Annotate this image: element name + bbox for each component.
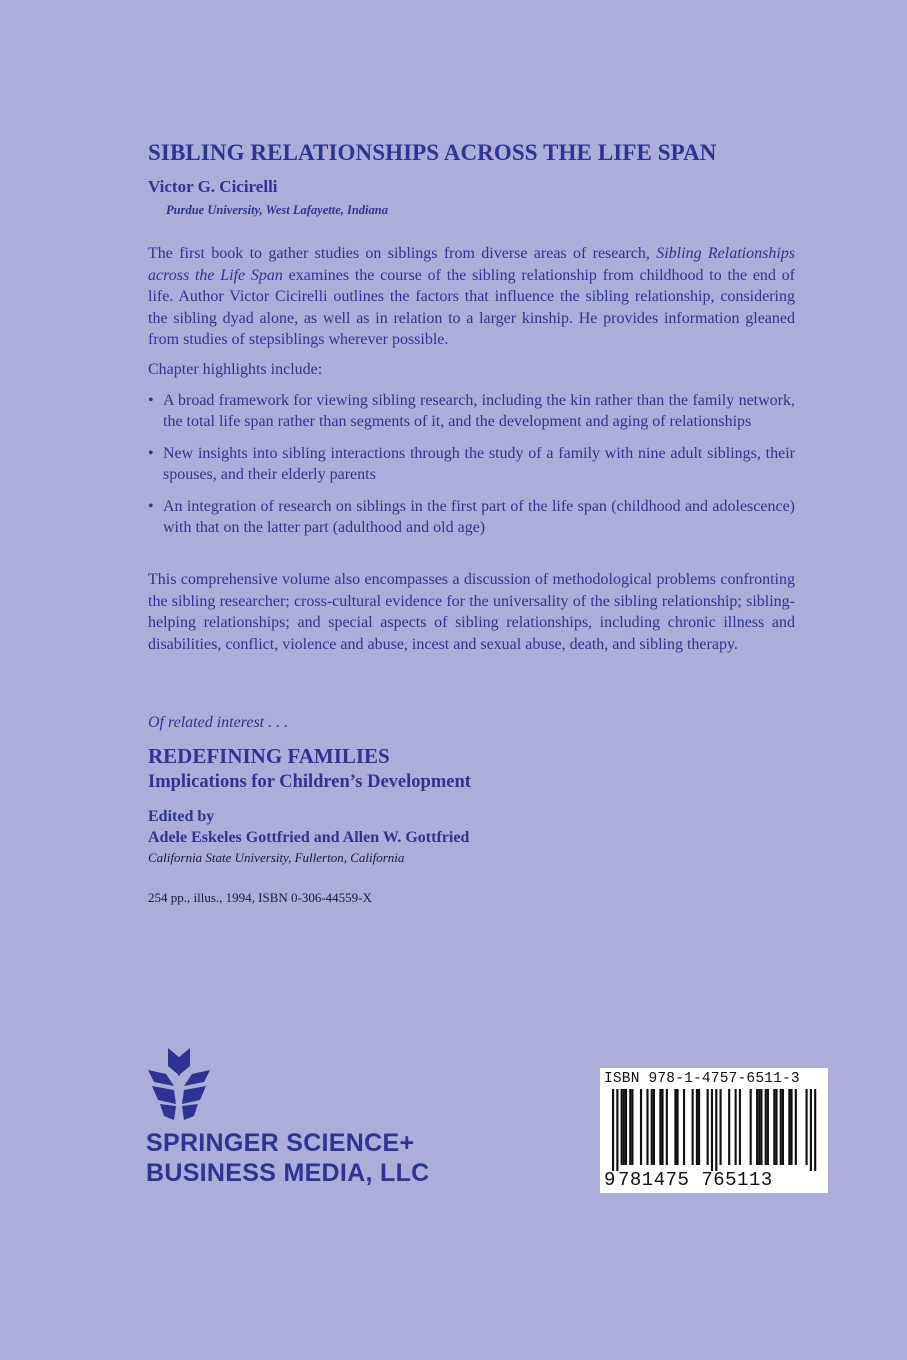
barcode-bar: [707, 1089, 709, 1165]
barcode-bar: [711, 1089, 713, 1171]
barcode-bar: [715, 1089, 717, 1171]
barcode-bar: [659, 1089, 661, 1165]
barcode-bars: [612, 1089, 818, 1171]
barcode-bar: [765, 1089, 767, 1165]
author-name: Victor G. Cicirelli: [148, 177, 278, 196]
barcode-bar: [814, 1089, 816, 1171]
publisher-line-2: BUSINESS MEDIA, LLC: [146, 1159, 430, 1187]
highlight-text: A broad framework for viewing sibling research, including the kin rather than the family network, the total life span rather than segments of it, and the development and aging of relationships: [163, 392, 795, 430]
barcode-bar: [692, 1089, 694, 1165]
barcode-bar: [616, 1089, 618, 1171]
highlight-text: An integration of research on siblings in the first part of the life span (childhood and adolescence) with that on the latter part (adulthood and old age): [163, 498, 795, 536]
barcode-bar: [788, 1089, 790, 1165]
barcode-bar: [735, 1089, 737, 1165]
author-affiliation: Purdue University, West Lafayette, Indiana: [166, 203, 388, 217]
editors-affiliation: California State University, Fullerton, California: [148, 850, 405, 865]
related-pub-info: 254 pp., illus., 1994, ISBN 0-306-44559-X: [148, 890, 372, 905]
barcode-bar: [625, 1089, 627, 1165]
barcode-bar: [806, 1089, 808, 1165]
list-item: [148, 390, 795, 432]
barcode-bar: [773, 1089, 775, 1165]
intro-paragraph: [148, 243, 795, 351]
barcode-bar: [623, 1089, 625, 1165]
barcode-bar: [677, 1089, 679, 1165]
barcode-bar: [810, 1089, 812, 1171]
barcode-bar: [758, 1089, 760, 1165]
barcode-bar: [720, 1089, 722, 1165]
barcode-bar: [621, 1089, 623, 1165]
barcode-bar: [646, 1089, 648, 1165]
barcode-bar: [674, 1089, 676, 1165]
barcode-bar: [661, 1089, 663, 1165]
springer-horse-icon: [146, 1046, 212, 1122]
intro-rest: examines the course of the sibling relationship from childhood to the end of life. Author Victor Cicirelli outlines the factors that influence the sibling relationship, considering the sibling dyad alone, as well as in relation to a larger kinship. He provides information gleaned from studies of stepsiblings wherever possible.: [148, 266, 796, 348]
bullet-icon: •: [148, 445, 154, 462]
closing-paragraph: This comprehensive volume also encompasses a discussion of methodological problems confronting the sibling researcher; cross-cultural evidence for the universality of the sibling relationship; sibling-helping relationships; and special aspects of sibling relationships, including chronic illness and disabilities, conflict, violence and abuse, incest and sexual abuse, death, and sibling therapy.: [148, 571, 795, 653]
related-editors: Adele Eskeles Gottfried and Allen W. Gottfried: [148, 829, 470, 846]
barcode-bar: [739, 1089, 741, 1165]
related-interest-label: Of related interest . . .: [148, 714, 289, 731]
bullet-icon: •: [148, 392, 154, 409]
barcode-bar: [653, 1089, 655, 1165]
barcode-bar: [651, 1089, 653, 1165]
barcode-bar: [775, 1089, 777, 1165]
isbn-label: ISBN 978-1-4757-6511-3: [604, 1071, 800, 1087]
barcode-bar: [696, 1089, 698, 1165]
highlights-label: Chapter highlights include:: [148, 361, 323, 378]
edited-by-label: Edited by: [148, 808, 215, 825]
barcode-bar: [756, 1089, 758, 1165]
barcode-bar: [640, 1089, 642, 1165]
book-title: SIBLING RELATIONSHIPS ACROSS THE LIFE SPAN: [148, 140, 717, 165]
barcode-bar: [631, 1089, 633, 1165]
list-item: [148, 496, 795, 538]
barcode-bar: [612, 1089, 614, 1171]
barcode-bar: [795, 1089, 797, 1165]
intro-lead: The first book to gather studies on siblings from diverse areas of research,: [148, 245, 657, 262]
barcode-digits-rest: 781475 765113: [618, 1169, 773, 1191]
publisher-name: [146, 1128, 430, 1188]
barcode-bar: [698, 1089, 700, 1165]
barcode-digit-first: 9: [604, 1169, 616, 1191]
related-book-subtitle: Implications for Children’s Development: [148, 772, 471, 792]
related-book-title: REDEFINING FAMILIES: [148, 744, 390, 768]
barcode-bar: [728, 1089, 730, 1165]
barcode-bar: [760, 1089, 762, 1165]
barcode-bar: [767, 1089, 769, 1165]
publisher-line-1: SPRINGER SCIENCE+: [146, 1129, 415, 1157]
barcode-bar: [780, 1089, 782, 1165]
intro-book-title: Sibling Relationships across the Life Span: [148, 245, 795, 284]
barcode-bar: [790, 1089, 792, 1165]
isbn-barcode: [600, 1068, 828, 1193]
bullet-icon: •: [148, 498, 154, 515]
barcode-bar: [750, 1089, 752, 1165]
barcode-bar: [629, 1089, 631, 1165]
highlights-list: [148, 390, 795, 549]
highlight-text: New insights into sibling interactions through the study of a family with nine adult siblings, their spouses, and their elderly parents: [163, 445, 795, 483]
barcode-bar: [666, 1089, 668, 1165]
barcode-bar: [782, 1089, 784, 1165]
list-item: [148, 443, 795, 485]
barcode-bar: [683, 1089, 685, 1165]
